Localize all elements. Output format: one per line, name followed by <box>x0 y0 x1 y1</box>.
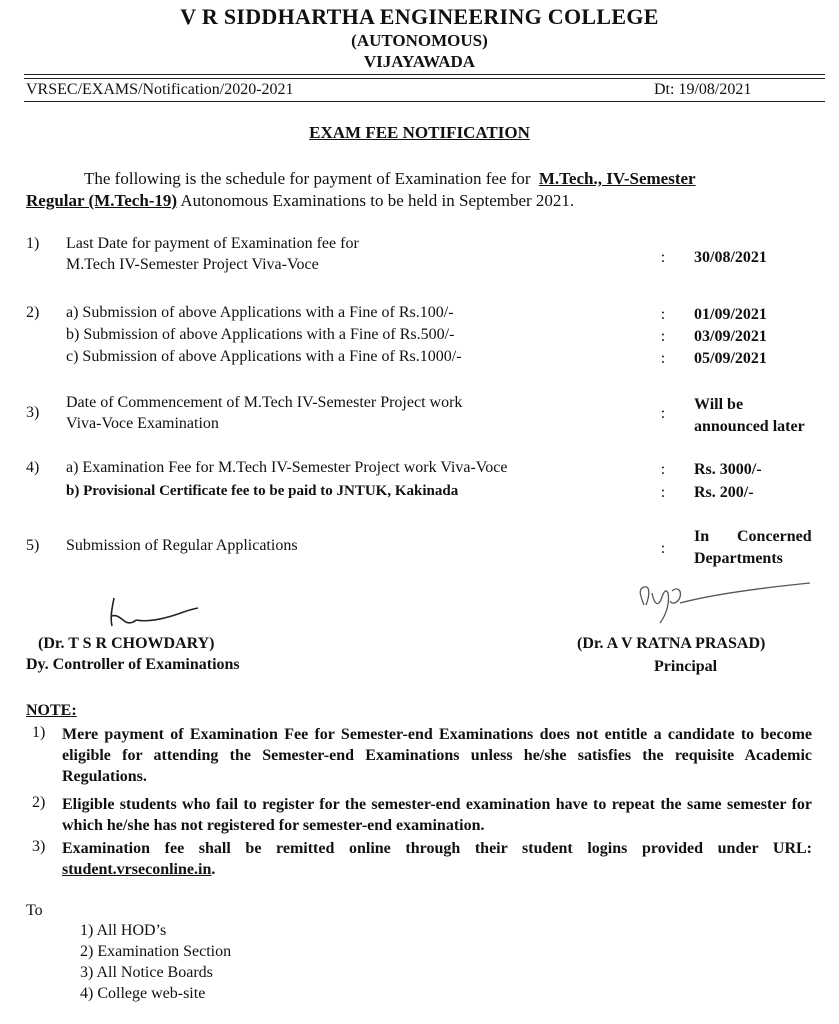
recipient-1: 1) All HOD’s <box>80 922 167 939</box>
item-2-colon-a: : <box>660 306 666 323</box>
notification-date: Dt: 19/08/2021 <box>654 81 752 98</box>
item-2-value-c: 05/09/2021 <box>694 350 767 367</box>
item-5-value-concerned: Concerned <box>737 528 812 545</box>
intro-course-part1: M.Tech., IV-Semester <box>538 169 696 188</box>
college-name: V R SIDDHARTHA ENGINEERING COLLEGE <box>180 4 659 29</box>
recipient-3: 3) All Notice Boards <box>80 964 213 981</box>
right-signatory-name: (Dr. A V RATNA PRASAD) <box>577 635 766 652</box>
item-4-value-a: Rs. 3000/- <box>694 461 762 478</box>
right-signatory-title: Principal <box>654 658 718 675</box>
item-2-value-b: 03/09/2021 <box>694 328 767 345</box>
item-3-value-1: Will be <box>694 396 744 413</box>
recipient-2: 2) Examination Section <box>80 943 232 960</box>
item-5-number: 5) <box>26 537 40 554</box>
intro-line-2 <box>26 191 574 211</box>
item-2-number: 2) <box>26 304 40 321</box>
note-3-text-before: Examination fee shall be remitted online through their student logins provided under URL: <box>62 840 812 857</box>
intro-course-part2: Regular (M.Tech-19) <box>26 191 178 210</box>
item-3-value-2: announced later <box>694 418 805 435</box>
item-5-colon: : <box>660 540 666 557</box>
page-title: EXAM FEE NOTIFICATION <box>309 123 530 142</box>
note-3-number: 3) <box>32 838 46 855</box>
note-3-text-after: . <box>211 861 216 878</box>
item-3-line-1: Date of Commencement of M.Tech IV-Semester Project work <box>66 394 463 411</box>
item-4-line-a: a) Examination Fee for M.Tech IV-Semester Project work Viva-Voce <box>66 459 508 476</box>
header-rule-bottom <box>24 78 825 79</box>
item-1-value: 30/08/2021 <box>694 249 767 266</box>
note-1-number: 1) <box>32 724 46 741</box>
intro-lead: The following is the schedule for payment of Examination fee for <box>84 169 531 188</box>
item-5-line: Submission of Regular Applications <box>66 537 298 554</box>
left-signatory-name: (Dr. T S R CHOWDARY) <box>38 635 215 652</box>
item-5-value-departments: Departments <box>694 550 783 567</box>
intro-line-1 <box>84 169 696 189</box>
item-3-line-2: Viva-Voce Examination <box>66 415 219 432</box>
item-2-colon-b: : <box>660 328 666 345</box>
item-2-value-a: 01/09/2021 <box>694 306 767 323</box>
item-3-number: 3) <box>26 404 40 421</box>
item-3-colon: : <box>660 405 666 422</box>
item-2-line-b: b) Submission of above Applications with a Fine of Rs.500/- <box>66 326 455 343</box>
note-2-text: Eligible students who fail to register for the semester-end examination have to repeat the same semester for which he/she has not registered for semester-end examination. <box>62 796 812 834</box>
item-2-line-c: c) Submission of above Applications with a Fine of Rs.1000/- <box>66 348 462 365</box>
item-2-colon-c: : <box>660 350 666 367</box>
item-2-line-a: a) Submission of above Applications with a Fine of Rs.100/- <box>66 304 454 321</box>
item-4-value-b: Rs. 200/- <box>694 484 754 501</box>
item-4-colon-a: : <box>660 461 666 478</box>
note-3-text <box>62 838 812 880</box>
recipient-4: 4) College web-site <box>80 985 206 1002</box>
intro-tail: Autonomous Examinations to be held in September 2021. <box>180 191 575 210</box>
reference-rule <box>24 101 825 102</box>
college-status: (AUTONOMOUS) <box>351 31 488 50</box>
college-city: VIJAYAWADA <box>363 52 476 71</box>
item-4-colon-b: : <box>660 484 666 501</box>
note-3-url-link[interactable]: student.vrseconline.in <box>62 861 212 878</box>
header-rule-top <box>24 74 825 75</box>
item-5-value-in: In <box>694 528 710 545</box>
item-1-line-2: M.Tech IV-Semester Project Viva-Voce <box>66 256 319 273</box>
note-2-number: 2) <box>32 794 46 811</box>
item-4-number: 4) <box>26 459 40 476</box>
item-4-line-b: b) Provisional Certificate fee to be paid to JNTUK, Kakinada <box>66 483 459 499</box>
left-signatory-title: Dy. Controller of Examinations <box>26 656 240 673</box>
reference-number: VRSEC/EXAMS/Notification/2020-2021 <box>26 81 294 98</box>
note-heading: NOTE: <box>26 702 77 719</box>
to-label: To <box>26 902 43 919</box>
item-1-colon: : <box>660 249 666 266</box>
item-1-line-1: Last Date for payment of Examination fee for <box>66 235 359 252</box>
right-signature <box>610 575 830 635</box>
note-1-text: Mere payment of Examination Fee for Semester-end Examinations does not entitle a candidate to become eligible for attending the Semester-end Examinations unless he/she satisfies the requisite Academic Regulations. <box>62 726 812 785</box>
item-1-number: 1) <box>26 235 40 252</box>
